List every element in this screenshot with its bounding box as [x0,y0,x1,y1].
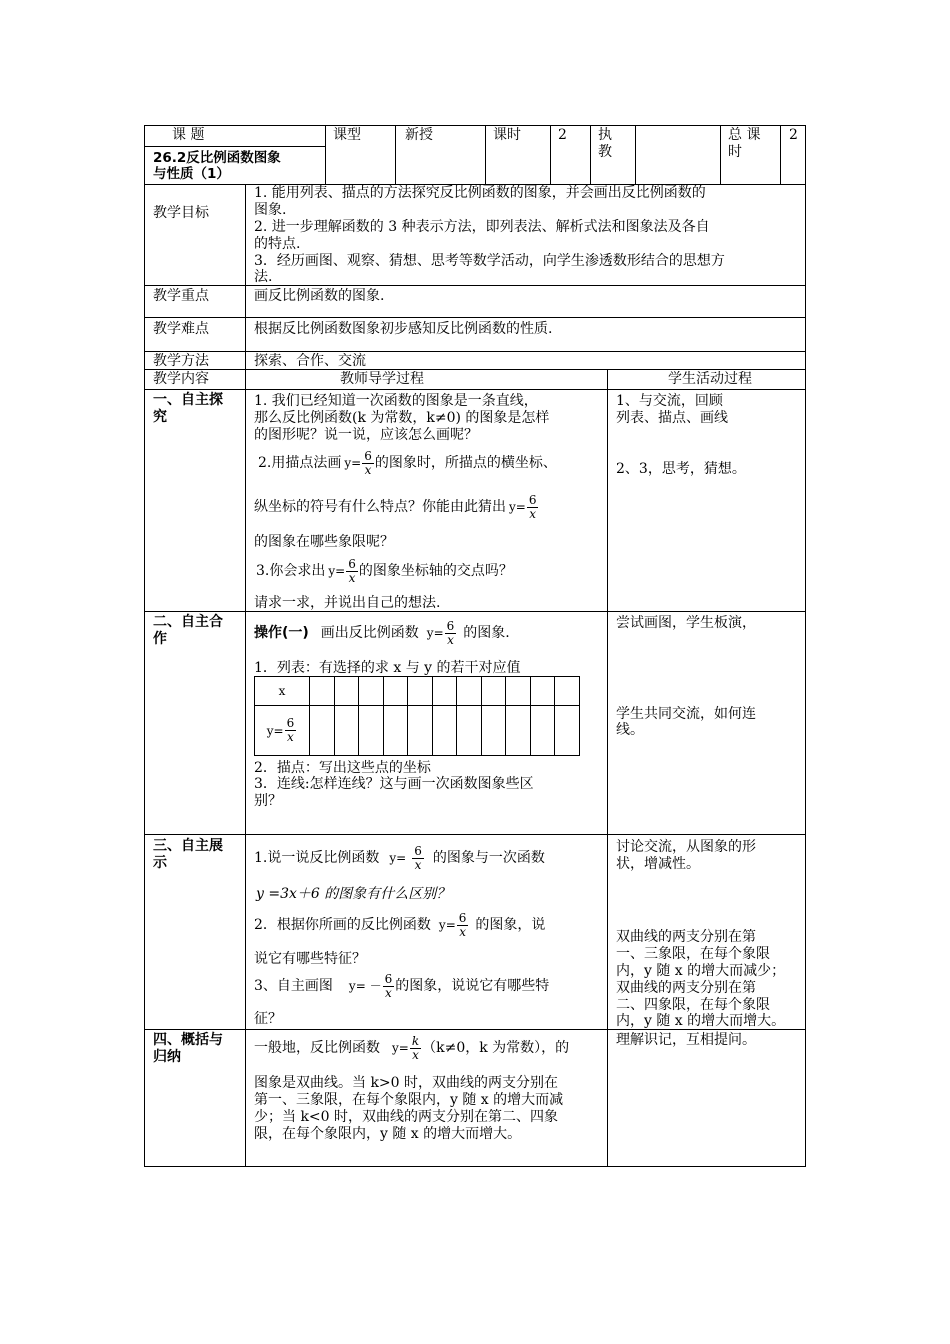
value-table-cell[interactable] [481,706,506,756]
section2-connect: 3．连线:怎样连线？这与画一次函数图象些区 [254,776,534,792]
column-content: 教学内容 [153,371,209,387]
section3-student: 状，增减性。 [616,856,700,872]
period-value: 2 [558,127,567,143]
section3-label-2: 示 [153,855,167,871]
section3-student: 讨论交流，从图象的形 [616,839,756,855]
key-point-text: 画反比例函数的图象. [254,288,385,304]
goals-line: 的特点. [254,236,301,252]
course-name-2: 与性质（1） [153,166,230,182]
value-table-cell[interactable] [506,706,531,756]
section3-student: 二、四象限，在每个象限 [616,997,770,1013]
section1-text: 的图象在哪些象限呢？ [254,534,394,550]
value-table-cell[interactable] [432,677,457,706]
section2-label-2: 作 [153,631,167,647]
course-label: 课 题 [172,127,205,143]
section4-student: 理解识记，互相提问。 [616,1032,756,1048]
exec-label-2: 教 [598,144,612,160]
section2-student: 尝试画图，学生板演， [616,615,756,631]
value-table-cell[interactable] [555,677,580,706]
section4-label: 四、概括与 [153,1032,223,1048]
goals-line: 图象. [254,202,287,218]
total-label-2: 时 [728,144,742,160]
value-table-cell[interactable] [359,677,384,706]
section3-label: 三、自主展 [153,838,223,854]
value-table [254,676,580,756]
total-value: 2 [789,127,798,143]
goals-line: 2. 进一步理解函数的 3 种表示方法，即列表法、解析式法和图象法及各自 [254,219,710,235]
section4-text: 少；当 k<0 时，双曲线的两支分别在第二、四象 [254,1109,559,1125]
section3-student: 内，y 随 x 的增大而增大。 [616,1013,786,1029]
section1-text: 1. 我们已经知道一次函数的图象是一条直线， [254,393,538,409]
section3-text: y =3x＋6 的图象有什么区别？ [256,886,451,902]
section1-q3: 3.你会求出 y= $\frac{6}{x}$ 的图象坐标轴的交点吗？ [256,557,513,585]
section1-student: 列表、描点、画线 [616,410,728,426]
section1-q2: 2.用描点法画 y= $\frac{6}{x}$ 的图象时，所描点的横坐标、 [258,449,557,477]
section2-op: 操作(一) 画出反比例函数 y= $\frac{6}{x}$ 的图象. [254,619,510,647]
column-student: 学生活动过程 [668,371,752,387]
value-table-cell[interactable] [334,706,359,756]
section2-connect: 别？ [254,793,282,809]
section2-plot: 2．描点：写出这些点的坐标 [254,760,431,776]
section1-student: 2、3，思考，猜想。 [616,461,746,477]
value-table-cell[interactable] [408,677,433,706]
value-table-cell[interactable] [530,677,555,706]
goals-label: 教学目标 [153,205,209,221]
section1-text: 的图形呢？说一说，应该怎么画呢？ [254,427,478,443]
section4-label-2: 归纳 [153,1049,181,1065]
section1-text: 请求一求，并说出自己的想法. [254,595,441,611]
method-label: 教学方法 [153,353,209,369]
goals-line: 1. 能用列表、描点的方法探究反比例函数的图象，并会画出反比例函数的 [254,185,706,201]
value-table-cell[interactable] [432,706,457,756]
course-name: 26.2反比例函数图象 [153,150,281,166]
section4-text: 限，在每个象限内，y 随 x 的增大而增大。 [254,1126,522,1142]
section3-text: 说它有哪些特征？ [254,951,366,967]
section2-student: 线。 [616,722,644,738]
value-table-cell[interactable] [383,706,408,756]
section4-text: 第一、三象限，在每个象限内，y 随 x 的增大而减 [254,1092,564,1108]
type-value: 新授 [405,127,433,143]
type-label: 课型 [333,127,361,143]
goals-line: 3．经历画图、观察、猜想、思考等数学活动，向学生渗透数形结合的思想方 [254,253,725,269]
value-table-cell[interactable] [359,706,384,756]
value-table-cell[interactable] [555,706,580,756]
section3-student: 双曲线的两支分别在第 [616,980,756,996]
key-point-label: 教学重点 [153,288,209,304]
section3-q1: 1.说一说反比例函数 y= $\frac{6}{x}$ 的图象与一次函数 [254,844,545,872]
column-teacher: 教师导学过程 [340,371,424,387]
period-label: 课时 [493,127,521,143]
value-table-y-header: y= $\frac{6}{x}$ [255,706,310,756]
section3-q3: 3、自主画图 y= － $\frac{6}{x}$ 的图象，说说它有哪些特 [254,972,550,1000]
difficulty-text: 根据反比例函数图象初步感知反比例函数的性质. [254,321,553,337]
section4-def: 一般地，反比例函数 y= $\frac{k}{x}$ （k≠0，k 为常数），的 [254,1034,570,1062]
section1-text: 那么反比例函数(k 为常数，k≠0) 的图象是怎样 [254,410,550,426]
section3-q2: 2．根据你所画的反比例函数 y= $\frac{6}{x}$ 的图象，说 [254,911,546,939]
section4-text: 图象是双曲线。当 k>0 时，双曲线的两支分别在 [254,1075,559,1091]
section2-student: 学生共同交流，如何连 [616,706,756,722]
total-label: 总 课 [728,127,761,143]
value-table-cell[interactable] [506,677,531,706]
value-table-cell[interactable] [383,677,408,706]
value-table-cell[interactable] [457,677,482,706]
value-table-cell[interactable] [310,677,335,706]
value-table-x-header: x [255,677,310,706]
section1-label-2: 究 [153,409,167,425]
section2-list: 1．列表：有选择的求 x 与 y 的若干对应值 [254,660,521,676]
value-table-cell[interactable] [530,706,555,756]
value-table-cell[interactable] [481,677,506,706]
section3-student: 双曲线的两支分别在第 [616,929,756,945]
value-table-cell[interactable] [408,706,433,756]
section3-student: 内，y 随 x 的增大而减少； [616,963,786,979]
section3-text: 征？ [254,1011,282,1027]
section1-student: 1、与交流，回顾 [616,393,723,409]
value-table-cell[interactable] [334,677,359,706]
value-table-cell[interactable] [310,706,335,756]
method-text: 探索、合作、交流 [254,353,366,369]
exec-label: 执 [598,127,612,143]
value-table-cell[interactable] [457,706,482,756]
section1-q2b: 纵坐标的符号有什么特点？你能由此猜出 y= $\frac{6}{x}$ [254,493,537,521]
section1-label: 一、自主探 [153,392,223,408]
difficulty-label: 教学难点 [153,321,209,337]
goals-line: 法. [254,269,273,285]
section2-label: 二、自主合 [153,614,223,630]
section3-student: 一、三象限，在每个象限 [616,946,770,962]
